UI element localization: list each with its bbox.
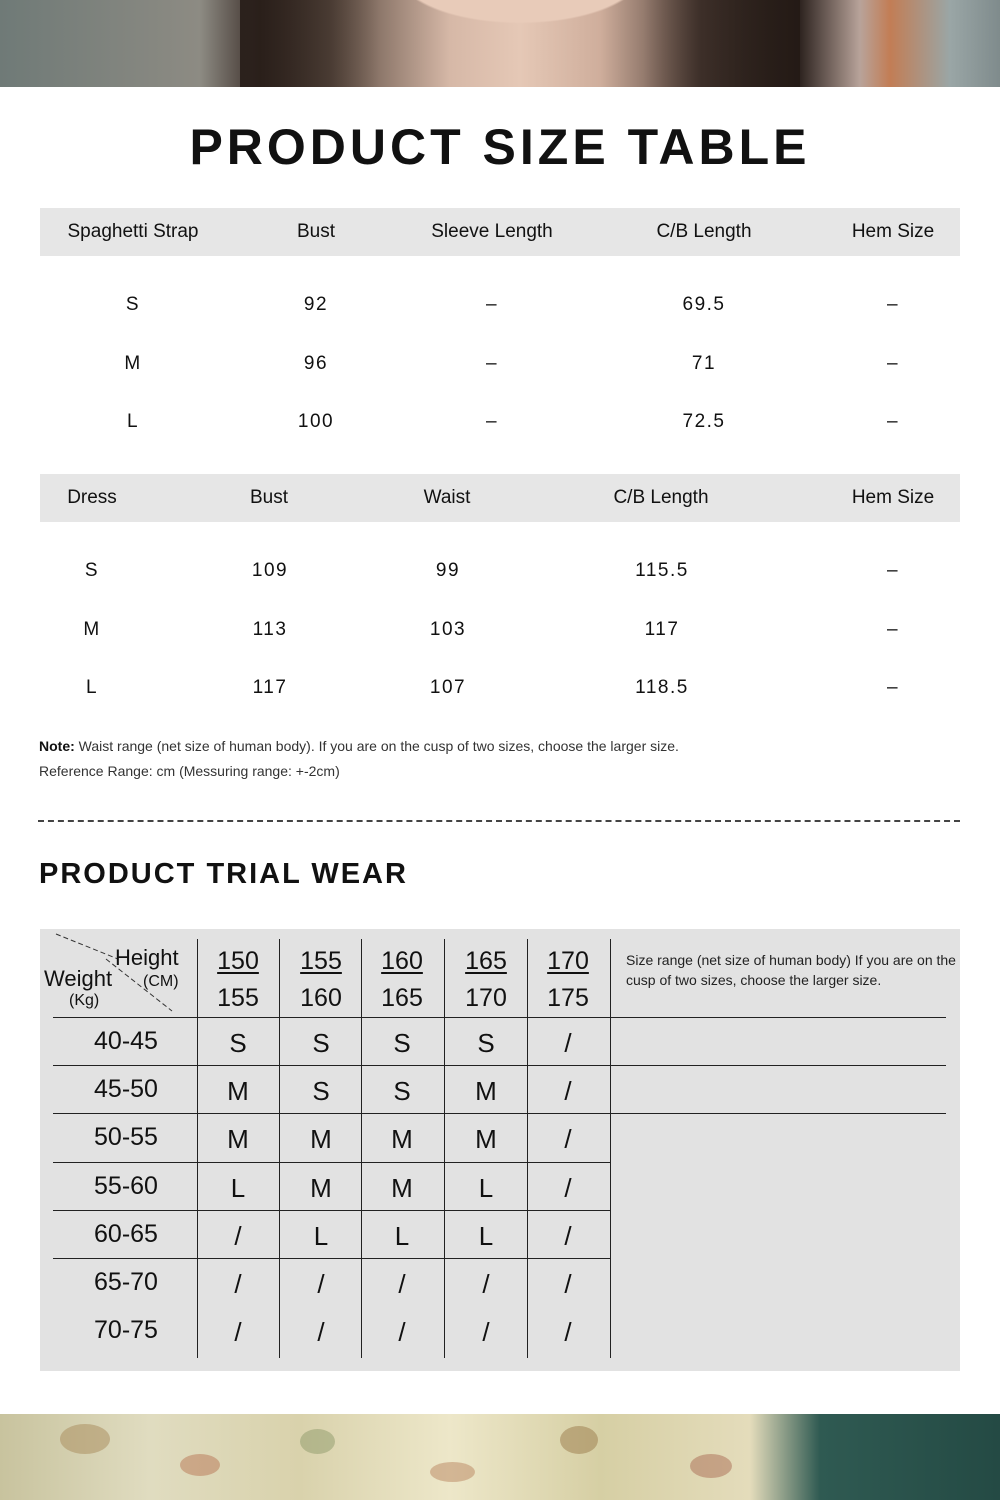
recommended-size: L: [313, 1220, 329, 1251]
recommended-size: L: [394, 1220, 410, 1251]
dress-header-cell: Hem Size: [851, 487, 935, 508]
dress-cell: –: [886, 677, 900, 698]
recommended-size: S: [393, 1028, 411, 1058]
trial-side-note: Size range (net size of human body) If you are on the cusp of two sizes, choose the larger size.: [626, 952, 956, 988]
strap-header-cell: Bust: [296, 221, 336, 242]
recommended-size: /: [564, 1076, 572, 1107]
grid-hline: [53, 1210, 610, 1211]
weight-range: 50-55: [94, 1123, 158, 1152]
strap-table-header: [40, 208, 960, 256]
recommended-size: /: [317, 1317, 325, 1348]
dress-header-cell: C/B Length: [613, 487, 709, 508]
strap-header-cell: Sleeve Length: [431, 221, 553, 242]
dress-cell: L: [85, 677, 99, 698]
strap-header-cell: Spaghetti Strap: [67, 221, 199, 242]
height-range-header: [465, 943, 507, 1017]
weight-range: 60-65: [94, 1219, 158, 1248]
recommended-size: M: [391, 1172, 413, 1203]
bottom-photo: [0, 1414, 1000, 1500]
recommended-size: /: [564, 1220, 572, 1251]
recommended-size: M: [310, 1124, 332, 1155]
dress-cell: 109: [251, 560, 289, 581]
recommended-size: L: [478, 1220, 494, 1251]
recommended-size: M: [475, 1124, 497, 1155]
height-range-header: [217, 943, 259, 1017]
height-to: 165: [381, 984, 423, 1012]
reference-range: Reference Range: cm (Messuring range: +-2cm): [39, 763, 340, 779]
grid-hline: [53, 1065, 946, 1066]
recommended-size: S: [393, 1076, 411, 1107]
recommended-size: /: [234, 1269, 242, 1299]
recommended-size: M: [475, 1076, 497, 1107]
recommended-size: /: [398, 1317, 406, 1348]
grid-hline: [53, 1113, 946, 1114]
strap-header-cell: C/B Length: [656, 221, 752, 242]
strap-cell: –: [485, 294, 499, 315]
note-text: Waist range (net size of human body). If you are on the cusp of two sizes, choose the larger size.: [74, 738, 679, 754]
recommended-size: M: [227, 1124, 249, 1155]
dress-header-cell: Waist: [423, 487, 471, 508]
grid-hline: [53, 1258, 610, 1259]
weight-range: 45-50: [94, 1075, 158, 1104]
dress-cell: 107: [429, 677, 467, 698]
recommended-size: L: [478, 1172, 494, 1203]
strap-cell: 100: [297, 411, 335, 432]
weight-range: 40-45: [94, 1027, 158, 1055]
dress-cell: S: [84, 560, 100, 581]
trial-title: PRODUCT TRIAL WEAR: [39, 858, 408, 890]
recommended-size: L: [230, 1172, 246, 1203]
recommended-size: /: [564, 1269, 572, 1299]
recommended-size: M: [310, 1172, 332, 1203]
grid-vline: [610, 939, 611, 1358]
height-range-header: [300, 943, 342, 1017]
dress-cell: 115.5: [635, 560, 689, 581]
dress-cell: M: [83, 619, 101, 640]
dress-table-header: [40, 474, 960, 522]
strap-cell: 92: [303, 294, 329, 315]
recommended-size: /: [234, 1317, 242, 1348]
height-to: 170: [465, 984, 507, 1012]
strap-cell: 96: [303, 353, 329, 374]
recommended-size: /: [564, 1317, 572, 1348]
strap-cell: –: [485, 353, 499, 374]
weight-unit: (Kg): [69, 992, 100, 1009]
height-from: 155: [300, 947, 342, 975]
grid-hline: [53, 1162, 610, 1163]
height-from: 170: [547, 947, 589, 975]
weight-range: 70-75: [94, 1316, 158, 1345]
height-from: 165: [465, 947, 507, 975]
height-unit: (CM): [143, 973, 179, 990]
weight-label: Weight: [44, 966, 113, 991]
strap-cell: –: [886, 294, 900, 315]
height-to: 160: [300, 984, 342, 1012]
strap-cell: S: [125, 294, 141, 315]
grid-vline: [444, 939, 445, 1358]
dashed-divider: [38, 820, 960, 822]
dress-cell: 117: [252, 677, 288, 698]
recommended-size: /: [564, 1124, 572, 1155]
recommended-size: M: [227, 1076, 249, 1107]
strap-cell: 72.5: [682, 411, 726, 432]
grid-vline: [197, 939, 198, 1358]
recommended-size: S: [477, 1028, 495, 1058]
strap-cell: –: [886, 353, 900, 374]
strap-header-cell: Hem Size: [851, 221, 935, 242]
grid-vline: [527, 939, 528, 1358]
dress-cell: 117: [644, 619, 680, 640]
recommended-size: M: [391, 1124, 413, 1155]
grid-vline: [361, 939, 362, 1358]
height-range-header: [381, 943, 423, 1017]
dress-cell: 99: [435, 560, 461, 581]
recommended-size: /: [564, 1028, 572, 1058]
top-photo: [0, 0, 1000, 87]
height-label: Height: [115, 945, 179, 970]
recommended-size: /: [234, 1220, 242, 1251]
dress-cell: –: [886, 619, 900, 640]
note-label: Note:: [39, 738, 75, 754]
recommended-size: /: [482, 1269, 490, 1299]
strap-cell: M: [124, 353, 142, 374]
height-from: 150: [217, 947, 259, 975]
recommended-size: S: [312, 1028, 330, 1058]
page-title: PRODUCT SIZE TABLE: [189, 119, 811, 175]
strap-cell: 69.5: [682, 294, 726, 315]
dress-header-cell: Dress: [67, 487, 117, 508]
recommended-size: /: [564, 1172, 572, 1203]
height-to: 155: [217, 984, 259, 1012]
strap-cell: L: [126, 411, 140, 432]
strap-cell: 71: [691, 353, 717, 374]
recommended-size: S: [229, 1028, 247, 1058]
dress-cell: 118.5: [635, 677, 689, 698]
grid-hline: [53, 1017, 946, 1018]
strap-cell: –: [886, 411, 900, 432]
recommended-size: /: [398, 1269, 406, 1299]
dress-cell: 113: [252, 619, 288, 640]
grid-vline: [279, 939, 280, 1358]
height-range-header: [547, 943, 589, 1017]
trial-wear-table: [40, 929, 960, 1371]
height-to: 175: [547, 984, 589, 1012]
dress-header-cell: Bust: [249, 487, 289, 508]
recommended-size: /: [317, 1269, 325, 1299]
weight-range: 65-70: [94, 1268, 158, 1296]
dress-cell: –: [886, 560, 900, 581]
weight-range: 55-60: [94, 1171, 158, 1200]
height-from: 160: [381, 947, 423, 975]
recommended-size: S: [312, 1076, 330, 1107]
recommended-size: /: [482, 1317, 490, 1348]
dress-cell: 103: [429, 619, 467, 640]
strap-cell: –: [485, 411, 499, 432]
size-note: [39, 738, 679, 754]
